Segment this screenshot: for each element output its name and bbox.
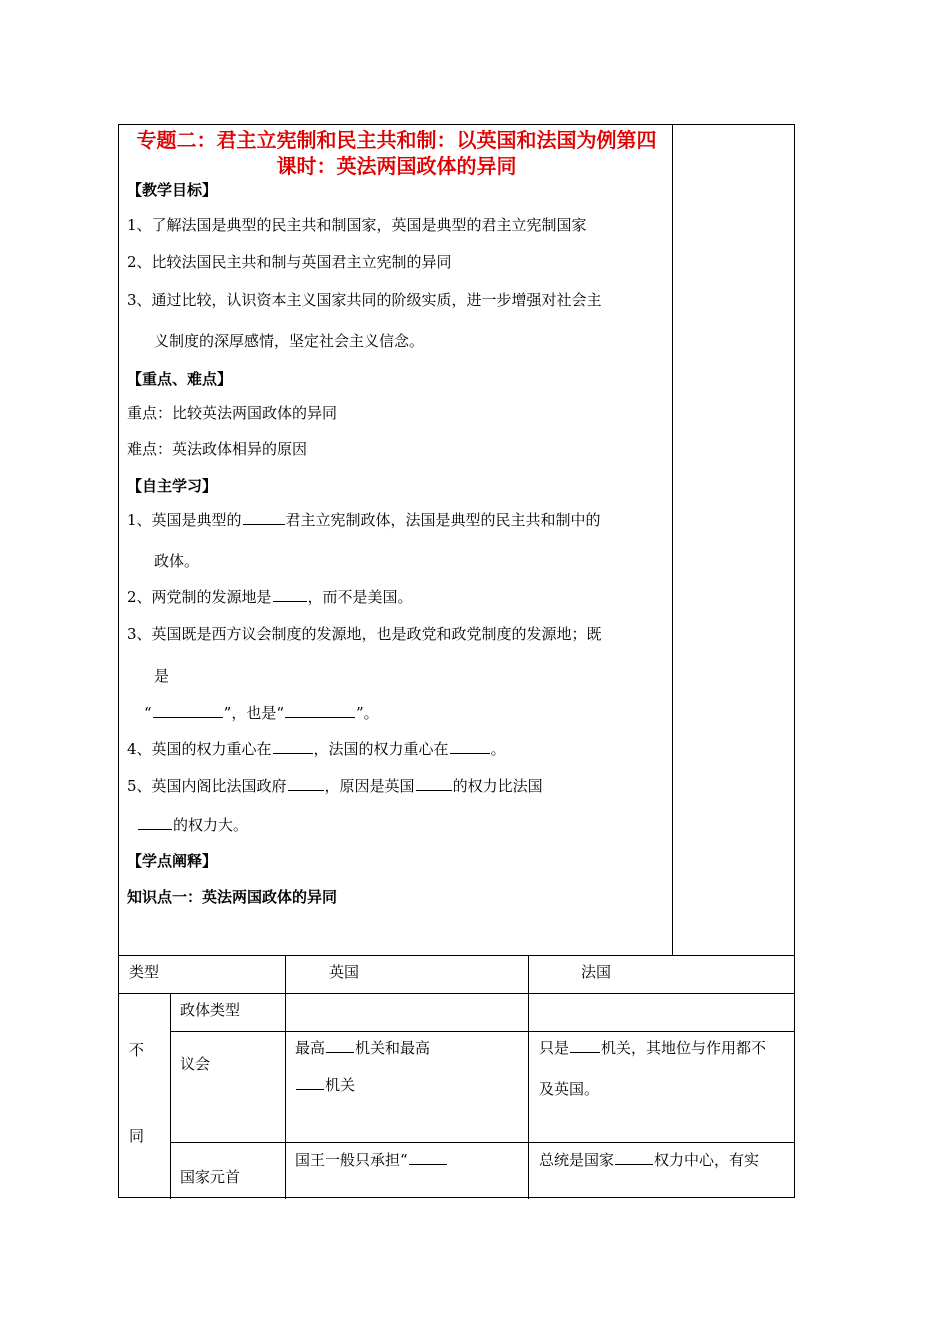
blank[interactable] — [138, 817, 172, 830]
question-5 — [127, 775, 543, 796]
cell-fr-head — [539, 1149, 759, 1170]
table-header-uk: 英国 — [329, 963, 360, 981]
fr-head-text-a: 总统是国家 — [539, 1151, 615, 1169]
blank[interactable] — [273, 589, 307, 602]
row-parliament: 议会 — [180, 1055, 211, 1073]
table-header-border — [119, 993, 794, 994]
blank[interactable] — [450, 741, 490, 754]
section-key: 【重点、难点】 — [127, 370, 233, 388]
blank[interactable] — [615, 1152, 653, 1165]
fr-head-text-b: 权力中心，有实 — [654, 1151, 760, 1169]
blank[interactable] — [288, 778, 324, 791]
table-diff-label-1: 不 — [129, 1041, 145, 1059]
table-col-border — [285, 955, 286, 1199]
question-3: 3、英国既是西方议会制度的发源地，也是政党和政党制度的发源地；既 — [127, 625, 602, 643]
q1-text-b: 君主立宪制政体，法国是典型的民主共和制中的 — [285, 511, 601, 529]
q2-text-b: ，而不是美国。 — [307, 588, 413, 606]
uk-parl-text-c: 机关 — [325, 1076, 356, 1094]
q3-quote-close: ”。 — [356, 704, 379, 722]
blank[interactable] — [416, 778, 452, 791]
margin-divider — [672, 125, 673, 955]
blank[interactable] — [273, 741, 313, 754]
row-polity-type: 政体类型 — [180, 1001, 241, 1019]
cell-uk-parliament-2 — [295, 1074, 355, 1095]
fr-parl-text-a: 只是 — [539, 1039, 570, 1057]
knowledge-point-1: 知识点一：英法两国政体的异同 — [127, 888, 338, 906]
worksheet-frame — [118, 124, 795, 1198]
q5-text-b: ，原因是英国 — [324, 777, 415, 795]
table-header-type: 类型 — [129, 963, 160, 981]
question-4 — [127, 738, 506, 759]
blank[interactable] — [296, 1077, 324, 1090]
q5-text-c: 的权力比法国 — [452, 777, 543, 795]
cell-uk-parliament-1 — [295, 1037, 430, 1058]
goal-3: 3、通过比较，认识资本主义国家共同的阶级实质，进一步增强对社会主 — [127, 291, 602, 309]
q5-text-a: 5、英国内阁比法国政府 — [127, 777, 287, 795]
blank[interactable] — [153, 705, 223, 718]
blank[interactable] — [570, 1040, 600, 1053]
goal-2: 2、比较法国民主共和制与英国君主立宪制的异同 — [127, 253, 452, 271]
table-diff-label-2: 同 — [129, 1127, 145, 1145]
q5-text-d: 的权力大。 — [173, 816, 249, 834]
question-1 — [127, 509, 601, 530]
question-5-cont — [137, 814, 248, 835]
uk-parl-text-a: 最高 — [295, 1039, 326, 1057]
page-title: 专题二：君主立宪制和民主共和制：以英国和法国为例第四课时：英法两国政体的异同 — [136, 128, 657, 178]
table-header-fr: 法国 — [581, 963, 612, 981]
question-1-cont: 政体。 — [154, 552, 200, 570]
blank[interactable] — [326, 1040, 354, 1053]
fr-parl-text-b: 机关，其地位与作用都不 — [601, 1039, 767, 1057]
question-2 — [127, 586, 413, 607]
uk-head-text-a: 国王一般只承担“ — [295, 1151, 408, 1169]
q4-text-b: ，法国的权力重心在 — [313, 740, 449, 758]
uk-parl-text-b: 机关和最高 — [355, 1039, 431, 1057]
q1-text-a: 1、英国是典型的 — [127, 511, 242, 529]
table-col-border — [170, 993, 171, 1199]
section-self-study: 【自主学习】 — [127, 477, 218, 495]
question-3-cont: 是 — [154, 667, 170, 685]
q2-text-a: 2、两党制的发源地是 — [127, 588, 272, 606]
key-difficulty: 难点：英法政体相异的原因 — [127, 440, 308, 458]
blank[interactable] — [409, 1152, 447, 1165]
key-focus: 重点：比较英法两国政体的异同 — [127, 404, 338, 422]
table-col-border — [528, 955, 529, 1199]
q3-text-mid: ”，也是“ — [223, 704, 285, 722]
table-row-border — [170, 1142, 794, 1143]
question-3-blanks — [144, 702, 379, 723]
blank[interactable] — [243, 512, 285, 525]
cell-fr-parliament-1 — [539, 1037, 766, 1058]
cell-uk-head — [295, 1149, 448, 1170]
table-row-border — [170, 1031, 794, 1032]
row-head-of-state: 国家元首 — [180, 1168, 241, 1186]
worksheet-top-section — [119, 125, 672, 955]
table-top-border — [119, 955, 794, 956]
q3-quote-open: “ — [144, 704, 152, 722]
q4-text-a: 4、英国的权力重心在 — [127, 740, 272, 758]
goal-3-cont: 义制度的深厚感情，坚定社会主义信念。 — [154, 332, 425, 350]
blank[interactable] — [285, 705, 355, 718]
cell-fr-parliament-2: 及英国。 — [539, 1080, 600, 1098]
section-explain: 【学点阐释】 — [127, 852, 218, 870]
goal-1: 1、了解法国是典型的民主共和制国家，英国是典型的君主立宪制国家 — [127, 216, 587, 234]
q4-text-c: 。 — [490, 740, 506, 758]
section-goals: 【教学目标】 — [127, 181, 218, 199]
